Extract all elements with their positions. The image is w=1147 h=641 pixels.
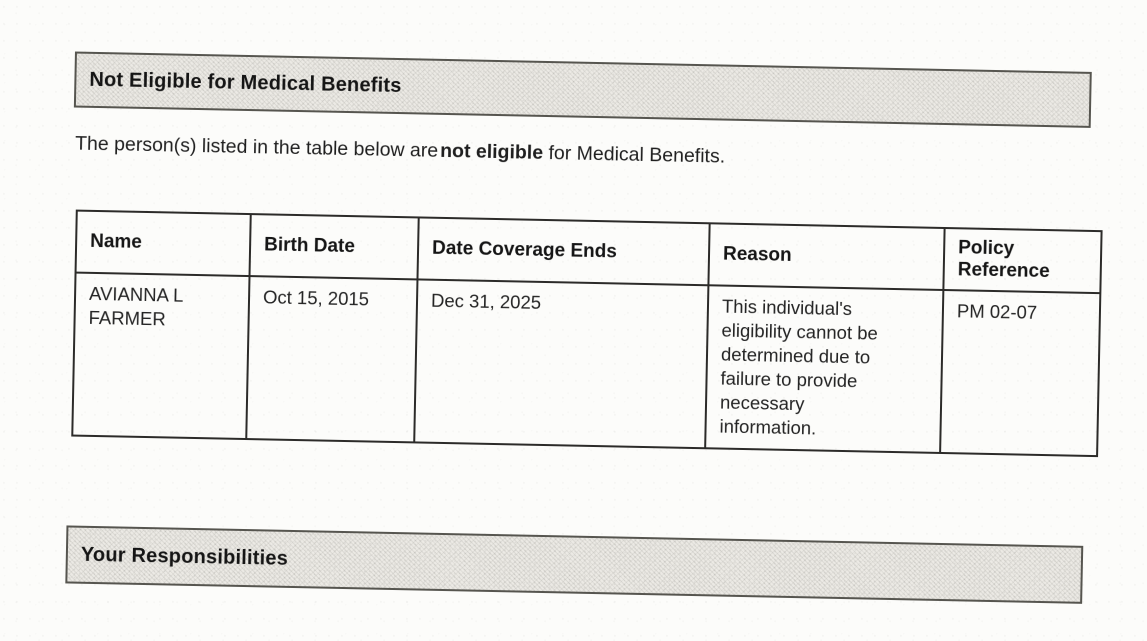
intro-sentence	[75, 133, 725, 169]
cell-policy-reference: PM 02-07	[940, 290, 1100, 456]
cell-name: AVIANNA L FARMER	[72, 273, 249, 439]
intro-emphasis: not eligible	[439, 139, 544, 164]
column-header-birth-date: Birth Date	[250, 214, 419, 279]
column-header-name: Name	[76, 211, 251, 276]
cell-birth-date: Oct 15, 2015	[246, 276, 417, 442]
cell-reason: This individual's eligibility cannot be determined due to failure to provide necessary information.	[705, 285, 943, 453]
cell-date-coverage-ends: Dec 31, 2025	[414, 279, 708, 448]
not-eligible-table	[71, 210, 1102, 458]
column-header-policy-reference: Policy Reference	[943, 228, 1101, 293]
column-header-reason: Reason	[708, 223, 944, 290]
section-header-responsibilities	[65, 525, 1083, 603]
section-header-not-eligible-title: Not Eligible for Medical Benefits	[89, 68, 402, 97]
section-header-not-eligible	[74, 52, 1092, 128]
table-row	[72, 273, 1100, 457]
column-header-date-coverage-ends: Date Coverage Ends	[417, 217, 709, 285]
intro-prefix: The person(s) listed in the table below are	[74, 132, 439, 162]
intro-suffix: for Medical Benefits.	[542, 141, 726, 168]
section-header-responsibilities-title: Your Responsibilities	[80, 543, 289, 570]
